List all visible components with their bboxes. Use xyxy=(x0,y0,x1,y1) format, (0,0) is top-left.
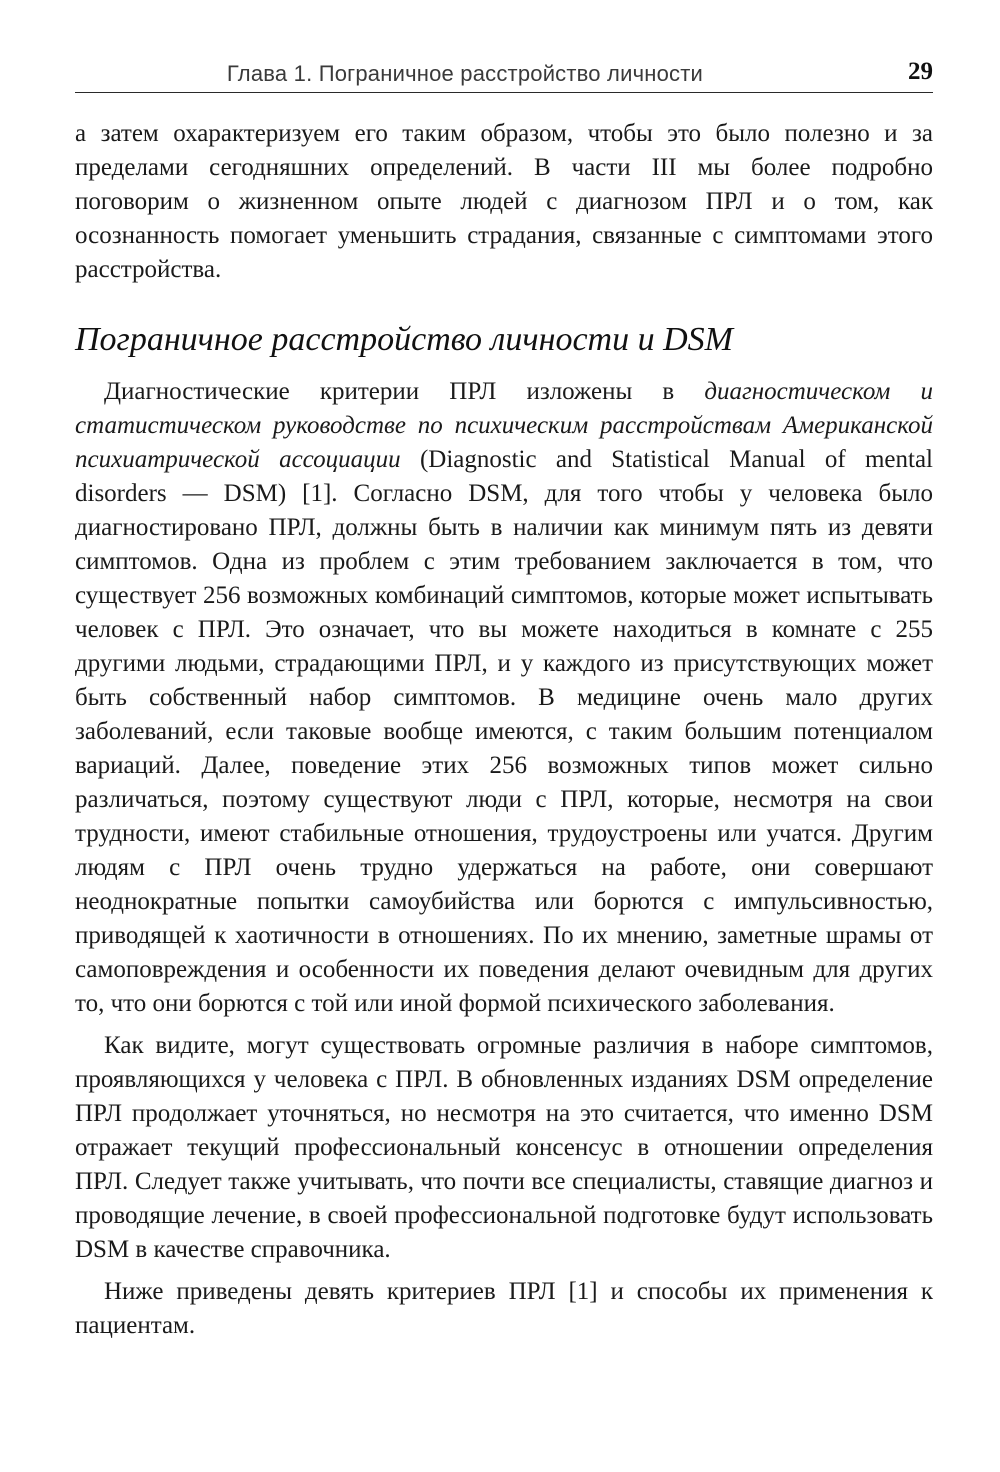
chapter-title: Глава 1. Пограничное расстройство личности xyxy=(226,61,703,86)
paragraph-2: Как видите, могут существовать огромные различия в наборе симптомов, проявляющихся у человека с ПРЛ. В обновленных изданиях DSM определение ПРЛ продолжает уточняться, но несмотря на это считается, что именно DSM отражает текущий профессиональный консенсус в отношении определения ПРЛ. Следует также учитывать, что почти все специалисты, ставящие диагноз и проводящие лечение, в своей профессиональной подготовке будут использовать DSM в качестве справочника. xyxy=(75,1032,933,1263)
body-text xyxy=(75,117,933,287)
paragraph-3: Ниже приведены девять критериев ПРЛ [1] и способы их применения к пациентам. xyxy=(75,1278,933,1339)
section-text xyxy=(75,375,933,1343)
page-number: 29 xyxy=(908,58,933,85)
paragraph-1 xyxy=(75,375,933,1021)
paragraph-1-rest: (Diagnostic and Statistical Manual of mental disorders — DSM) [1]. Согласно DSM, для того чтобы у человека было диагностировано ПРЛ, должны быть в наличии как минимум пять из девяти симптомов. Одна из проблем с этим требованием заключается в том, что существует 256 возможных комбинаций симптомов, которые может испытывать человек с ПРЛ. Это означает, что вы можете находиться в комнате с 255 другими людьми, страдающими ПРЛ, и у каждого из присутствующих может быть собственный набор симптомов. В медицине очень мало других заболеваний, если таковые вообще имеются, с таким большим потенциалом вариаций. Далее, поведение этих 256 возможных типов может сильно различаться, поэтому существуют люди с ПРЛ, которые, несмотря на свои трудности, имеют стабильные отношения, трудоустроены или учатся. Другим людям с ПРЛ очень трудно удержаться на работе, они совершают неоднократные попытки самоубийства или борются с импульсивностью, приводящей к хаотичности в отношениях. По их мнению, заметные шрамы от самоповреждения и особенности их поведения делают очевидным для других то, что они борются с той или иной формой психического заболевания. xyxy=(75,446,933,1017)
book-page xyxy=(75,58,933,1343)
paragraph-1-italic: диагностическом и статистическом руководстве по психическим расстройствам Американской психиатрической ассоциации xyxy=(75,378,933,473)
intro-paragraph: а затем охарактеризуем его таким образом, чтобы это было полезно и за пределами сегодняшних определений. В части III мы более подробно поговорим о жизненном опыте людей с диагнозом ПРЛ и о том, как осознанность помогает уменьшить страдания, связанные с симптомами этого расстройства. xyxy=(75,120,933,283)
paragraph-1-lead: Диагностические критерии ПРЛ изложены в xyxy=(104,378,705,405)
running-header xyxy=(75,58,933,93)
section-heading: Пограничное расстройство личности и DSM xyxy=(75,321,733,358)
